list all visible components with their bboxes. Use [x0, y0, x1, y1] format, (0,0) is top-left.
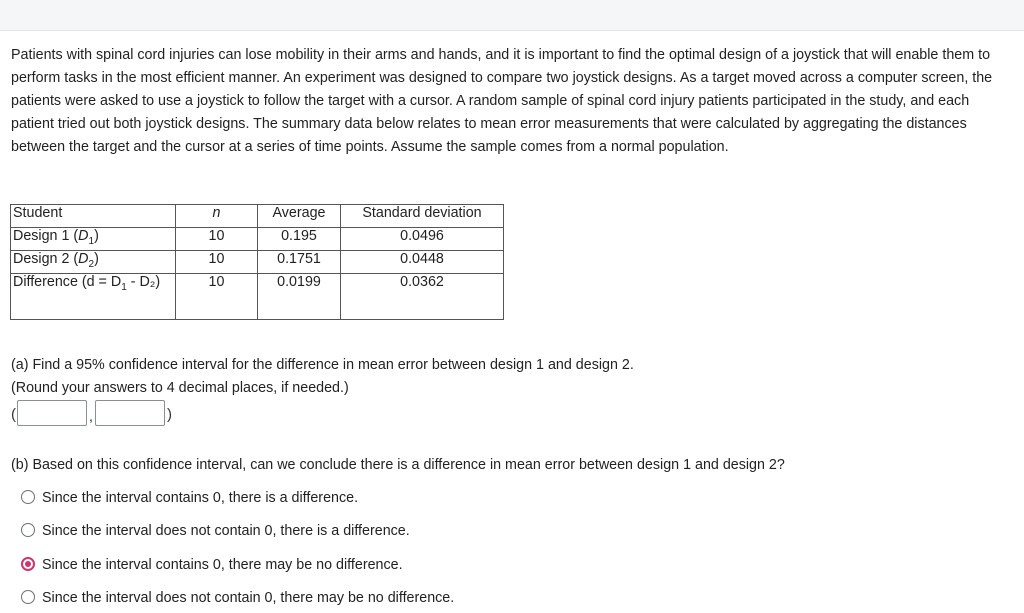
- upper-bound-input[interactable]: [95, 400, 165, 426]
- row-average: 0.195: [258, 228, 341, 251]
- header-n: n: [176, 205, 258, 228]
- row-n: 10: [176, 251, 258, 274]
- part-b-question: (b) Based on this confidence interval, can we conclude there is a difference in mean error between design 1 and design 2?: [11, 457, 785, 473]
- row-label: Difference $(d = D_1 - D_2)$: [11, 274, 176, 320]
- row-n: 10: [176, 274, 258, 320]
- table-row: [11, 274, 504, 320]
- question-panel: Patients with spinal cord injuries can lose mobility in their arms and hands, and it is important to find the optimal design of a joystick that will enable them to perform tasks in the most efficient manner. An experiment was designed to compare two joystick designs. As a target moved across a computer screen, the patients were asked to use a joystick to follow the target with a cursor. A random sample of spinal cord injury patients participated in the study, and each patient tried out both joystick designs. The summary data below relates to mean error measurements that were calculated by aggregating the distances between the target and the cursor at a series of time points. Assume the sample comes from a normal population. Student n Average Standard deviation Design 1 $(D_1)$ 10 0.195 0.0496 Design 2 $(D_2)$ 10 0.1751 0.0448 Difference $(d = D_1 - D_2)$ 10 0.0199 0.0362 (a) Find a 95% confidence interval for the difference in mean error between design 1 and design 2. (Round your answers to 4 decimal places, if needed.) ( , ) (b) Based on this confidence interval, can we conclude there is a difference in mean error between design 1 and design 2? Since the interval contains 0, there is a difference. Since the interval does not contain 0, there is a difference. Since the interval contains 0, there may be no difference. Since the interval does not contain 0, there may be no difference.: [0, 30, 1024, 613]
- row-average: 0.1751: [258, 251, 341, 274]
- close-paren: ): [167, 406, 172, 423]
- lower-bound-input[interactable]: [17, 400, 87, 426]
- row-average: 0.0199: [258, 274, 341, 320]
- interval-answer: [11, 400, 211, 430]
- row-sd: 0.0448: [341, 251, 504, 274]
- radio-selected-icon[interactable]: [21, 557, 35, 571]
- table-row: [11, 251, 504, 274]
- top-bar: [0, 0, 1024, 10]
- part-a-note: (Round your answers to 4 decimal places, if needed.): [11, 380, 349, 396]
- table-row: [11, 228, 504, 251]
- comma: ,: [89, 408, 93, 424]
- header-average: Average: [258, 205, 341, 228]
- open-paren: (: [11, 406, 16, 423]
- radio-icon[interactable]: [21, 590, 35, 604]
- problem-intro: Patients with spinal cord injuries can lose mobility in their arms and hands, and it is important to find the optimal design of a joystick that will enable them to perform tasks in the most efficient manner. An experiment was designed to compare two joystick designs. As a target moved across a computer screen, the patients were asked to use a joystick to follow the target with a cursor. A random sample of spinal cord injury patients participated in the study, and each patient tried out both joystick designs. The summary data below relates to mean error measurements that were calculated by aggregating the distances between the target and the cursor at a series of time points. Assume the sample comes from a normal population.: [11, 47, 993, 155]
- header-student: Student: [11, 205, 176, 228]
- table-header-row: [11, 205, 504, 228]
- radio-icon[interactable]: [21, 490, 35, 504]
- radio-icon[interactable]: [21, 523, 35, 537]
- header-sd: Standard deviation: [341, 205, 504, 228]
- row-n: 10: [176, 228, 258, 251]
- summary-table: [10, 204, 504, 320]
- row-sd: 0.0362: [341, 274, 504, 320]
- row-sd: 0.0496: [341, 228, 504, 251]
- part-a-question: (a) Find a 95% confidence interval for the difference in mean error between design 1 and design 2.: [11, 357, 634, 373]
- row-label: Design 2 $(D_2)$: [11, 251, 176, 274]
- row-label: Design 1 $(D_1)$: [11, 228, 176, 251]
